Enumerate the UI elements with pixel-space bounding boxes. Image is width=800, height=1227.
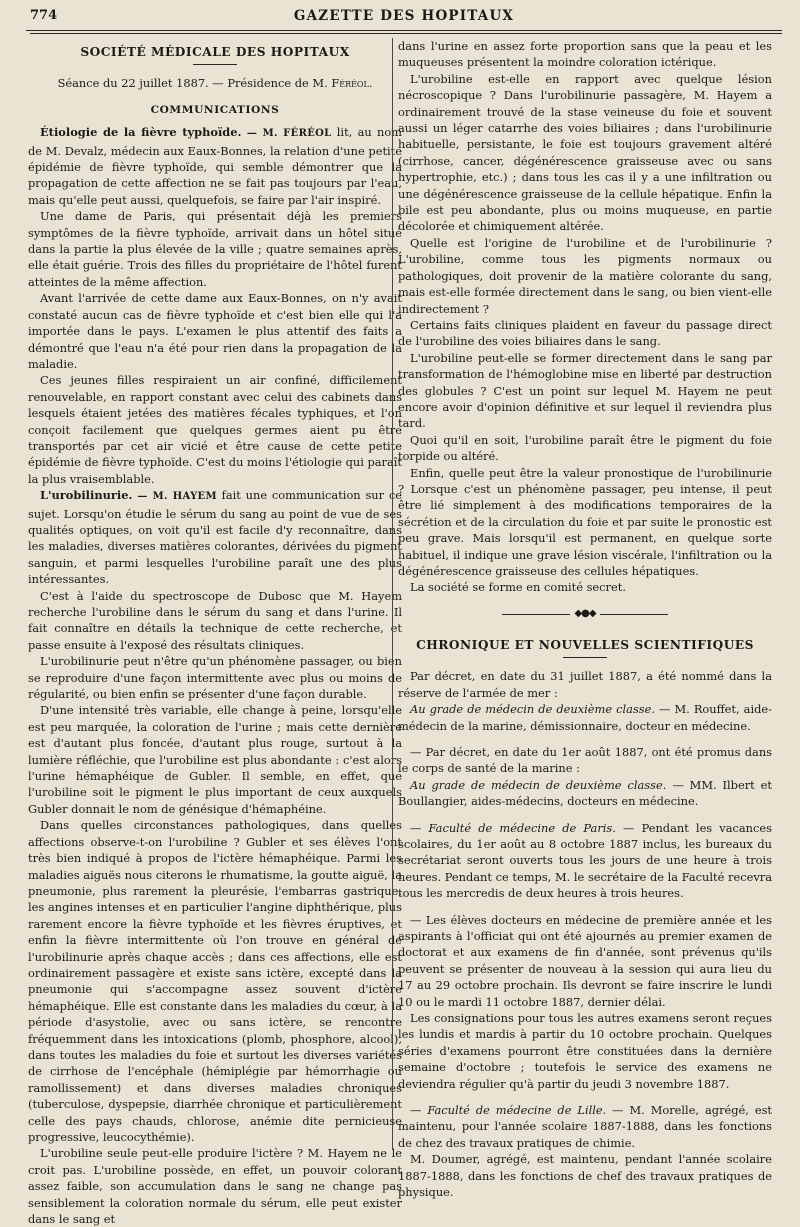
- paragraph: dans l'urine en assez forte proportion sans que la peau et les muqueuses présentent la moindre coloration ictérique.: [398, 39, 772, 70]
- paragraph: Au grade de médecin de deuxième classe. — M. Rouffet, aide-médecin de la marine, démissionnaire, docteur en médecine.: [398, 702, 772, 733]
- paragraph: L'urobiline seule peut-elle produire l'ictère ? M. Hayem ne le croit pas. L'urobiline possède, en effet, un pouvoir colorant assez faible, son accumulation dans le sang ne change pas sensiblement la coloration normale du sérum, elle peut exister dans le sang et: [28, 1146, 402, 1227]
- paragraph: Enfin, quelle peut être la valeur pronostique de l'urobilinurie ? Lorsque c'est un phénomène passager, peu intense, il peut être lié simplement à des modifications temporaires de la sécrétion et de la circulation du foie et par suite le pronostic est peu grave. Mais lorsqu'il est permanent, en quelque sorte habituel, il indique une grave lésion viscérale, l'infiltration ou la dégénérescence graisseuse des cellules hépatiques.: [398, 465, 772, 578]
- title-rule: [563, 657, 607, 658]
- paragraph: — Faculté de médecine de Lille. — M. Morelle, agrégé, est maintenu, pour l'année scolaire 1887-1888, dans les fonctions de chez des travaux pratiques de chimie.: [398, 1103, 772, 1150]
- section-ornament: ◆●◆: [398, 606, 772, 623]
- paragraph: Quoi qu'il en soit, l'urobiline paraît être le pigment du foie torpide ou altéré.: [398, 432, 772, 464]
- paragraph: — Les élèves docteurs en médecine de première année et les aspirants à l'officiat qui ont été ajournés au premier examen de doctorat et aux examens de fin d'année, sont prévenus qu'ils peuvent se présenter de nouveau à la session qui aura lieu du 17 au 29 octobre prochain. Ils devront se faire inscrire le lundi 10 ou le mardi 11 octobre 1887, dernier délai.: [398, 912, 772, 1009]
- section-title-chronique: CHRONIQUE ET NOUVELLES SCIENTIFIQUES: [416, 637, 754, 652]
- paragraph: Ces jeunes filles respiraient un air confiné, difficilement renouvelable, en rapport constant avec celui des cabinets dans lesquels étaient jetées des matières fécales typhiques, et l'on conçoit facilement que quelques germes aient pu être transportés par cet air vicié et être cause de cette petite épidémie de fièvre typhoïde. C'est du moins l'étiologie qui paraît la plus vraisemblable.: [28, 373, 402, 486]
- speaker-fereol: — M. FÉRÉOL: [241, 128, 332, 140]
- paragraph: Une dame de Paris, qui présentait déjà les premiers symptômes de la fièvre typhoïde, arrivait dans un hôtel situé dans la partie la plus élevée de la ville ; quatre semaines après, elle était guérie. Trois des filles du propriétaire de l'hôtel furent atteintes de la même affection.: [28, 209, 402, 289]
- left-column: [28, 38, 402, 1227]
- page-number: 774: [30, 8, 58, 23]
- communications-heading: COMMUNICATIONS: [150, 103, 280, 116]
- paragraph: D'une intensité très variable, elle change à peine, lorsqu'elle est peu marquée, la coloration de l'urine ; mais cette dernière est d'autant plus foncée, d'autant plus rouge, surtout à la lumière réfléchie, que l'urobiline est plus abondante : c'est alors l'urine hémaphéique de Gubler. Il semble, en effet, que l'urobiline soit le pigment le plus important de ceux auxquels Gubler donnait le nom de génésique d'hémaphéine.: [28, 703, 402, 816]
- section-title-societe: SOCIÉTÉ MÉDICALE DES HOPITAUX: [80, 45, 350, 59]
- paragraph: Quelle est l'origine de l'urobiline et de l'urobilinurie ? L'urobiline, comme tous les pigments normaux ou pathologiques, doit provenir de la matière colorante du sang, mais est-elle formée directement dans le sang, ou bien vient-elle indirectement ?: [398, 235, 772, 316]
- paragraph: C'est à l'aide du spectroscope de Dubosc que M. Hayem recherche l'urobiline dans le sérum du sang et dans l'urine. Il fait connaître en détails la technique de cette recherche, et passe ensuite à l'exposé des résultats cliniques.: [28, 588, 402, 652]
- paragraph: Étiologie de la fièvre typhoïde. — M. FÉRÉOL lit, au nom de M. Devalz, médecin aux Eaux-Bonnes, la relation d'une petite épidémie de fièvre typhoïde, qui semble démontrer que la propagation de cette affection ne se fait pas toujours par l'eau, mais qu'elle peut aussi, quelquefois, se faire par l'air inspiré.: [28, 125, 402, 207]
- journal-title: GAZETTE DES HOPITAUX: [293, 8, 515, 24]
- president-name: Féréol: [331, 76, 369, 91]
- paragraph: La société se forme en comité secret.: [410, 580, 626, 595]
- right-column: [398, 38, 772, 1201]
- paragraph: Les consignations pour tous les autres examens seront reçues les lundis et mardis à partir du 10 octobre prochain. Quelques séries d'examens pourront être constituées dans la dernière semaine d'octobre ; toutefois le service des examens ne deviendra régulier qu'à partir du jeudi 3 novembre 1887.: [398, 1011, 772, 1091]
- seance-line: Séance du 22 juillet 1887. — Présidence de M. Féréol.: [57, 76, 373, 91]
- paragraph: Certains faits cliniques plaident en faveur du passage direct de l'urobiline des voies biliaires dans le sang.: [398, 317, 772, 349]
- paragraph: Avant l'arrivée de cette dame aux Eaux-Bonnes, on n'y avait constaté aucun cas de fièvre typhoïde et c'est bien elle qui l'a importée dans le pays. L'examen le plus attentif des faits a démontré que l'eau n'a été pour rien dans la propagation de la maladie.: [28, 291, 402, 371]
- page-header: [26, 4, 782, 31]
- header-rule: [30, 33, 782, 34]
- paragraph: Dans quelles circonstances pathologiques, dans quelles affections observe-t-on l'urobiline ? Gubler et ses élèves l'ont très bien indiqué à propos de l'ictère hémaphéique. Parmi les maladies aiguës nous citerons le rhumatisme, la goutte aiguë, la pneumonie, plus rarement la pleurésie, l'embarras gastrique, les angines intenses et en particulier l'angine diphthérique, plus rarement encore la fièvre typhoïde et les fièvres éruptives, et enfin la fièvre intermittente où l'on trouve en général de l'urobilinurie après chaque accès ; dans ces affections, elle est ordinairement passagère et existe sans ictère, excepté dans la pneumonie qui s'accompagne assez souvent d'ictère hémaphéique. Elle est constante dans les maladies du cœur, à la période d'asystolie, avec ou sans ictère, se rencontre fréquemment dans les intoxications (plomb, phosphore, alcool), dans toutes les maladies du foie et surtout les diverses variétés de cirrhose de l'encéphale (hémiplégie par hémorrhagie ou ramollissement) et dans diverses maladies chroniques (tuberculose, dyspepsie, diarrhée chronique et particulièrement celle des pays chauds, chlorose, anémie dite pernicieuse progressive, leucocythémie).: [28, 818, 402, 1144]
- paragraph: Par décret, en date du 31 juillet 1887, a été nommé dans la réserve de l'armée de mer :: [398, 669, 772, 700]
- title-rule: [193, 64, 237, 65]
- paragraph: — Par décret, en date du 1er août 1887, ont été promus dans le corps de santé de la marine :: [398, 744, 772, 776]
- paragraph: L'urobiline est-elle en rapport avec quelque lésion nécroscopique ? Dans l'urobilinurie passagère, M. Hayem a ordinairement trouvé de la stase veineuse du foie et souvent aussi un léger catarrhe des voies biliaires ; dans l'urobilinurie habituelle, persistante, le foie est toujours gravement altéré (cirrhose, cancer, dégénérescence graisseuse avec ou sans hypertrophie, etc.) ; dans tous les cas il y a une infiltration ou une dégénérescence graisseuse de la cellule hépatique. Enfin la bile est peu abondante, plus ou moins muqueuse, en partie décolorée et chimiquement altérée.: [398, 71, 772, 234]
- paragraph: Au grade de médecin de deuxième classe. — MM. Ilbert et Boullangier, aides-médecins, docteurs en médecine.: [398, 777, 772, 809]
- runin-etiologie: Étiologie de la fièvre typhoïde.: [40, 125, 242, 140]
- paragraph: — Faculté de médecine de Paris. — Pendant les vacances scolaires, du 1er août au 8 octobre 1887 inclus, les bureaux du secrétariat seront ouverts tous les jours de une heure à trois heures. Pendant ce temps, M. le secrétaire de la Faculté recevra tous les mercredis de deux heures à trois heures.: [398, 820, 772, 901]
- paragraph: L'urobiline peut-elle se former directement dans le sang par transformation de l'hémoglobine mise en liberté par destruction des globules ? C'est un point sur lequel M. Hayem ne peut encore avoir d'opinion définitive et sur lequel il reviendra plus tard.: [398, 350, 772, 431]
- speaker-hayem: — M. HAYEM: [132, 491, 217, 503]
- paragraph: M. Doumer, agrégé, est maintenu, pendant l'année scolaire 1887-1888, dans les fonctions de chef des travaux pratiques de physique.: [398, 1152, 772, 1200]
- paragraph: L'urobilinurie. — M. HAYEM fait une communication sur ce sujet. Lorsqu'on étudie le sérum du sang au point de vue de ses qualités optiques, on voit qu'il est facile d'y reconnaître, dans les maladies, diverses matières colorantes, dérivées du pigment sanguin, et parmi lesquelles l'urobiline paraît une des plus intéressantes.: [28, 488, 403, 587]
- paragraph: L'urobilinurie peut n'être qu'un phénomène passager, ou bien se reproduire d'une façon intermittente avec plus ou moins de régularité, ou bien enfin se présenter d'une façon durable.: [28, 654, 402, 702]
- column-divider: [392, 38, 393, 1150]
- runin-urobilinurie: L'urobilinurie.: [40, 488, 133, 503]
